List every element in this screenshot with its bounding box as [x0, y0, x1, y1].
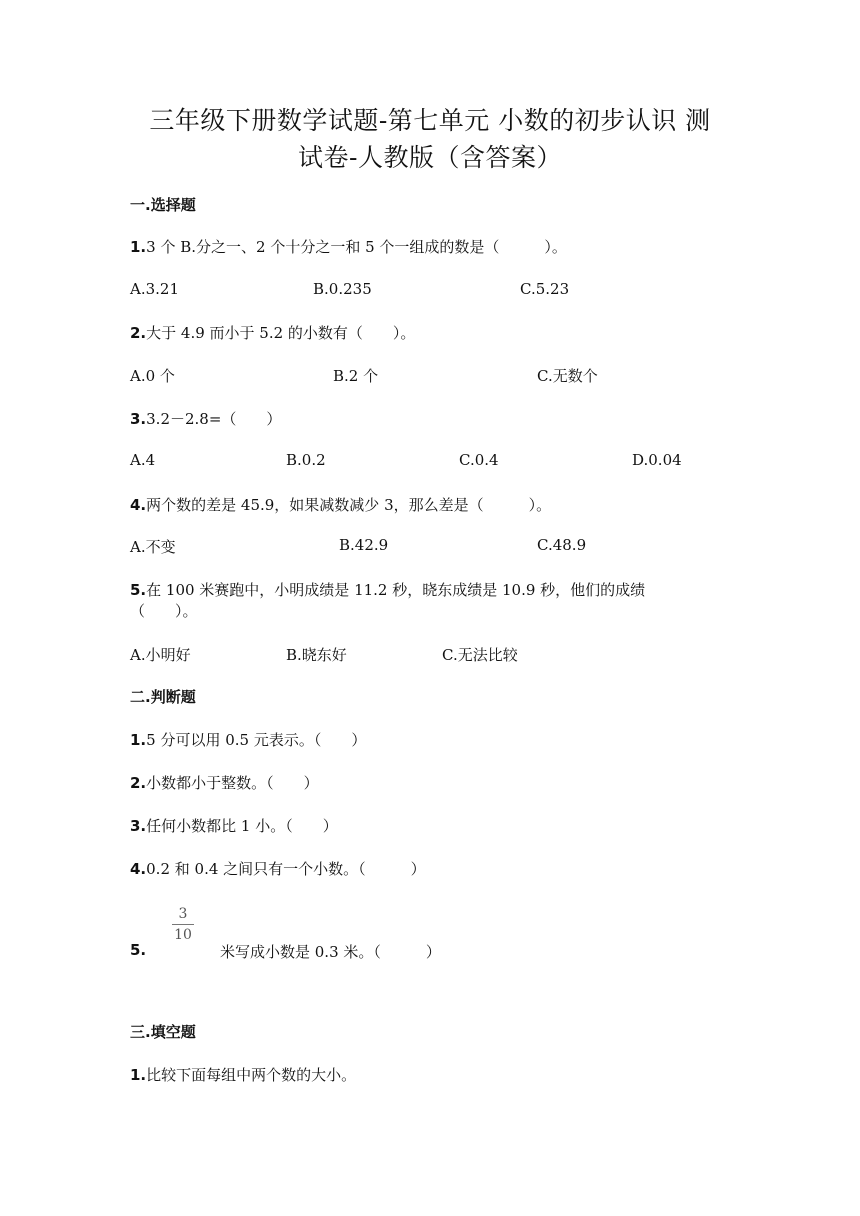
title-line-2: 试卷-人教版（含答案） — [298, 143, 562, 172]
title-line-1: 三年级下册数学试题-第七单元 小数的初步认识 测 — [149, 106, 711, 135]
fraction-bar — [172, 924, 194, 925]
question-1-4: 4.两个数的差是 45.9，如果减数减少 3，那么差是（ ）。 — [130, 496, 552, 514]
question-2-5: 5. — [130, 941, 147, 959]
option-1-2-c[interactable]: C.无数个 — [537, 367, 598, 385]
document-title — [120, 102, 740, 176]
option-1-3-d[interactable]: D.0.04 — [632, 451, 682, 469]
section-heading-fill-in: 三.填空题 — [130, 1023, 196, 1041]
question-2-1: 1.5 分可以用 0.5 元表示。（ ） — [130, 731, 367, 749]
option-1-3-c[interactable]: C.0.4 — [459, 451, 499, 469]
option-1-2-a[interactable]: A.0 个 — [130, 367, 175, 385]
question-1-5-continued: （ ）。 — [130, 602, 198, 620]
question-3-1: 1.比较下面每组中两个数的大小。 — [130, 1066, 357, 1084]
option-1-1-b[interactable]: B.0.235 — [313, 280, 372, 298]
option-1-5-b[interactable]: B.晓东好 — [286, 646, 347, 664]
question-1-3: 3.3.2－2.8=（ ） — [130, 410, 282, 428]
question-2-5-text: 米写成小数是 0.3 米。（ ） — [220, 943, 441, 961]
option-1-3-a[interactable]: A.4 — [130, 451, 156, 469]
option-1-2-b[interactable]: B.2 个 — [333, 367, 379, 385]
option-1-4-c[interactable]: C.48.9 — [537, 536, 587, 554]
fraction-3-10 — [172, 906, 194, 943]
section-heading-judgement: 二.判断题 — [130, 688, 196, 706]
question-1-2: 2.大于 4.9 而小于 5.2 的小数有（ ）。 — [130, 324, 416, 342]
option-1-3-b[interactable]: B.0.2 — [286, 451, 326, 469]
option-1-1-a[interactable]: A.3.21 — [130, 280, 179, 298]
fraction-numerator: 3 — [178, 906, 188, 922]
question-1-5: 5.在 100 米赛跑中，小明成绩是 11.2 秒，晓东成绩是 10.9 秒，他们的成绩 — [130, 581, 646, 599]
question-2-4: 4.0.2 和 0.4 之间只有一个小数。（ ） — [130, 860, 426, 878]
option-1-4-a[interactable]: A.不变 — [130, 538, 176, 556]
section-heading-choice: 一.选择题 — [130, 196, 196, 214]
option-1-5-c[interactable]: C.无法比较 — [442, 646, 518, 664]
option-1-4-b[interactable]: B.42.9 — [339, 536, 389, 554]
option-1-1-c[interactable]: C.5.23 — [520, 280, 570, 298]
option-1-5-a[interactable]: A.小明好 — [130, 646, 191, 664]
question-1-1: 1.3 个 B.分之一、2 个十分之一和 5 个一组成的数是（ ）。 — [130, 238, 567, 256]
fraction-denominator: 10 — [174, 927, 192, 943]
question-2-3: 3.任何小数都比 1 小。（ ） — [130, 817, 338, 835]
question-2-2: 2.小数都小于整数。（ ） — [130, 774, 319, 792]
